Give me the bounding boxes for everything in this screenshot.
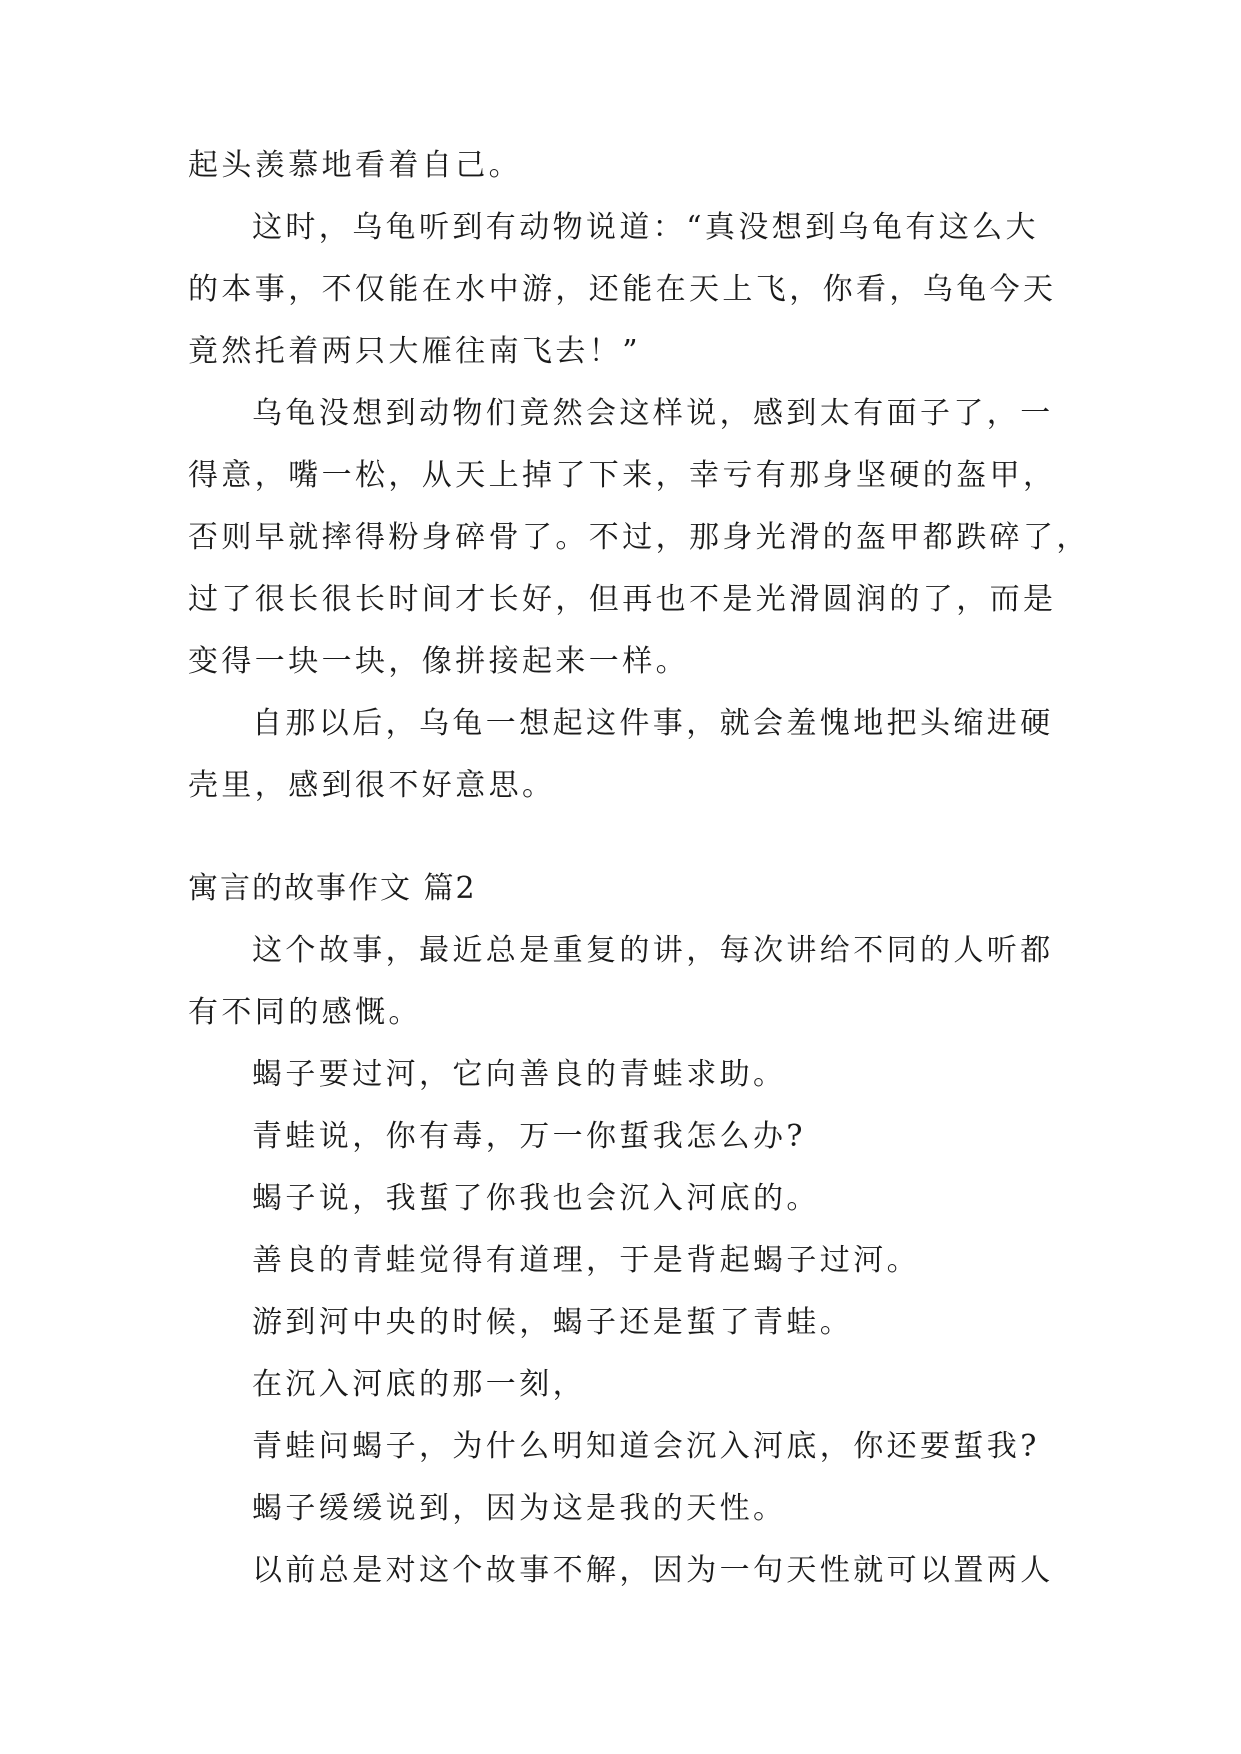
- paragraph-line: 壳里，感到很不好意思。: [188, 768, 556, 803]
- paragraph-line: 变得一块一块，像拼接起来一样。: [188, 644, 689, 679]
- story-part-2: [188, 858, 1054, 1602]
- paragraph-line: 这时，乌龟听到有动物说道：“真没想到乌龟有这么大: [252, 210, 1039, 245]
- story-part-1: [188, 135, 1090, 817]
- paragraph-line: 乌龟没想到动物们竟然会这样说，感到太有面子了，一: [252, 396, 1054, 431]
- paragraph-line: 游到河中央的时候，蝎子还是蜇了青蛙。: [252, 1305, 854, 1340]
- paragraph-line: 得意，嘴一松，从天上掉了下来，幸亏有那身坚硬的盔甲，: [188, 458, 1057, 493]
- paragraph-line: 的本事，不仅能在水中游，还能在天上飞，你看，乌龟今天: [188, 272, 1057, 307]
- paragraph-line: 以前总是对这个故事不解，因为一句天性就可以置两人: [252, 1553, 1054, 1588]
- paragraph-line: 青蛙说，你有毒，万一你蜇我怎么办?: [252, 1119, 806, 1154]
- paragraph-line: 蝎子要过河，它向善良的青蛙求助。: [252, 1057, 787, 1092]
- section-heading: 寓言的故事作文 篇2: [188, 871, 477, 906]
- paragraph-line: 善良的青蛙觉得有道理，于是背起蝎子过河。: [252, 1243, 920, 1278]
- paragraph-line: 否则早就摔得粉身碎骨了。不过，那身光滑的盔甲都跌碎了，: [188, 520, 1090, 555]
- paragraph-line: 这个故事，最近总是重复的讲，每次讲给不同的人听都: [252, 933, 1054, 968]
- paragraph-line: 青蛙问蝎子，为什么明知道会沉入河底，你还要蜇我?: [252, 1429, 1040, 1464]
- paragraph-line: 有不同的感慨。: [188, 995, 422, 1030]
- paragraph-continuation-line: 起头羡慕地看着自己。: [188, 148, 522, 183]
- paragraph-line: 自那以后，乌龟一想起这件事，就会羞愧地把头缩进硬: [252, 706, 1054, 741]
- paragraph-line: 蝎子缓缓说到，因为这是我的天性。: [252, 1491, 787, 1526]
- paragraph-line: 在沉入河底的那一刻，: [252, 1367, 586, 1402]
- paragraph-line: 过了很长很长时间才长好，但再也不是光滑圆润的了，而是: [188, 582, 1057, 617]
- paragraph-line: 竟然托着两只大雁往南飞去！”: [188, 334, 641, 369]
- paragraph-line: 蝎子说，我蜇了你我也会沉入河底的。: [252, 1181, 820, 1216]
